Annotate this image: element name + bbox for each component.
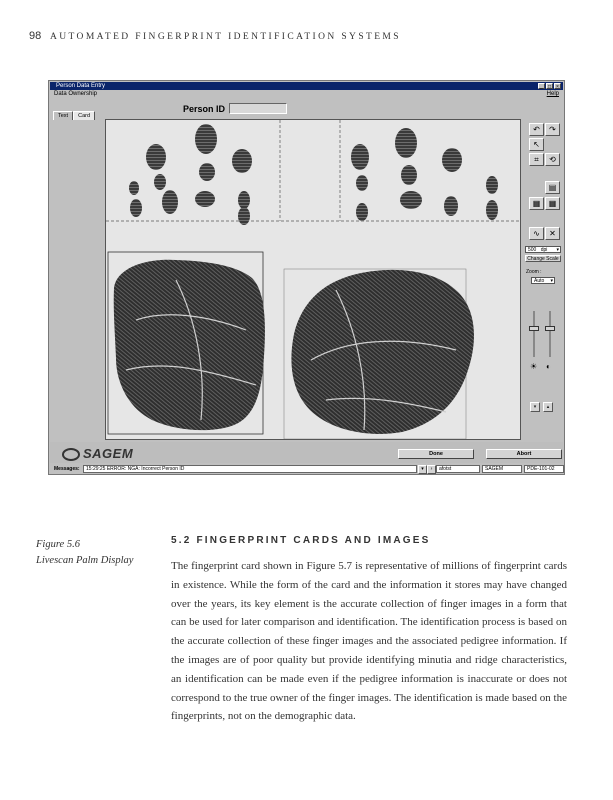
message-dropdown-icon[interactable]: ▾ <box>418 465 427 474</box>
sagem-logo-mark <box>62 448 80 461</box>
tab-strip <box>53 111 95 120</box>
body-paragraph: The fingerprint card shown in Figure 5.7 is representative of millions of fingerprint cards in existence. While the form of the card and the information it stores may have changed over the years, its key element is the accurate collection of finger images in a form that can be used for later comparison and identification. The identification process is based on the accurate collection of these finger images and the associated pedigree information. If the images are of poor quality but provide identifying minutia and ridge characteristics, an identification can be made even if the pedigree information is inaccurate or does not correspond to the true owner of the finger images. The identification is made based on the fingerprints, not on the demographic data. <box>171 560 567 723</box>
person-data-entry-screenshot <box>48 80 565 475</box>
done-button[interactable]: Done <box>398 449 474 459</box>
message-next-icon[interactable]: › <box>427 465 436 474</box>
zoom-select[interactable] <box>531 277 555 284</box>
left-palm <box>114 260 265 430</box>
page-number: 98 <box>29 30 42 42</box>
card-right-icon[interactable]: ▦ <box>545 197 560 210</box>
resolution-value: 500 <box>528 247 537 253</box>
figure-caption <box>36 537 146 569</box>
window-titlebar <box>50 82 563 90</box>
person-id-input[interactable] <box>229 103 287 114</box>
menu-item-help[interactable]: Help <box>546 91 559 97</box>
figure-number: Figure 5.6 <box>36 539 80 550</box>
tab-text[interactable]: Text <box>53 111 73 120</box>
change-scale-button[interactable]: Change Scale <box>525 255 561 262</box>
erase-icon[interactable]: ✕ <box>545 227 560 240</box>
pointer-icon[interactable]: ↖ <box>529 138 544 151</box>
window-controls <box>538 83 561 89</box>
person-id-row <box>183 103 287 114</box>
tool-panel <box>523 119 563 438</box>
chevron-down-icon: ▾ <box>550 278 553 284</box>
zoom-label: Zoom : <box>526 269 542 275</box>
maximize-icon[interactable]: □ <box>547 84 552 90</box>
scroll-up-icon[interactable]: ▴ <box>543 402 553 412</box>
section-heading: 5.2 FINGERPRINT CARDS AND IMAGES <box>171 535 431 546</box>
brightness-slider-track[interactable] <box>533 311 535 357</box>
rotate-icon[interactable]: ⟲ <box>545 153 560 166</box>
undo-icon[interactable]: ↶ <box>529 123 544 136</box>
message-text: 15:29:25 ERROR: NGA: Incorrect Person ID <box>86 466 185 472</box>
station-field: PDE-101-02 <box>524 465 564 473</box>
window-title: Person Data Entry <box>56 83 106 89</box>
user-field: afotst <box>436 465 480 473</box>
contrast-icon: ◐ <box>546 362 551 371</box>
palm-scan-image <box>106 120 520 439</box>
figure-title: Livescan Palm Display <box>36 555 134 566</box>
print-icon[interactable]: ▤ <box>545 181 560 194</box>
status-bar <box>50 465 563 474</box>
close-icon[interactable]: × <box>554 83 561 89</box>
sagem-logo-text: SAGEM <box>83 446 134 461</box>
vendor-field: SAGEM <box>482 465 522 473</box>
resolution-select[interactable] <box>525 246 561 253</box>
bottom-bar <box>50 442 563 463</box>
tab-card[interactable]: Card <box>73 111 95 120</box>
brightness-icon: ☀ <box>530 362 538 371</box>
resolution-unit: dpi <box>540 247 548 253</box>
menu-item-data-ownership[interactable]: Data Ownership <box>54 91 98 97</box>
minimize-icon[interactable]: _ <box>538 83 545 89</box>
card-left-icon[interactable]: ▦ <box>529 197 544 210</box>
crop-icon[interactable]: ⌗ <box>529 153 544 166</box>
abort-button[interactable]: Abort <box>486 449 562 459</box>
running-header <box>29 30 401 42</box>
message-field <box>83 465 417 473</box>
measure-icon[interactable]: ∿ <box>529 227 544 240</box>
person-id-label: Person ID <box>183 103 226 114</box>
contrast-slider-thumb[interactable] <box>545 326 555 331</box>
redo-icon[interactable]: ↷ <box>545 123 560 136</box>
menu-bar <box>50 90 563 99</box>
zoom-select-value: Auto <box>534 278 545 284</box>
sagem-logo <box>62 446 133 461</box>
scroll-down-icon[interactable]: ▾ <box>530 402 540 412</box>
running-title: AUTOMATED FINGERPRINT IDENTIFICATION SYSTEMS <box>50 32 401 42</box>
brightness-slider-thumb[interactable] <box>529 326 539 331</box>
chevron-down-icon: ▾ <box>556 247 559 253</box>
messages-label: Messages: <box>54 466 80 472</box>
palm-scan-display <box>105 119 521 440</box>
contrast-slider-track[interactable] <box>549 311 551 357</box>
